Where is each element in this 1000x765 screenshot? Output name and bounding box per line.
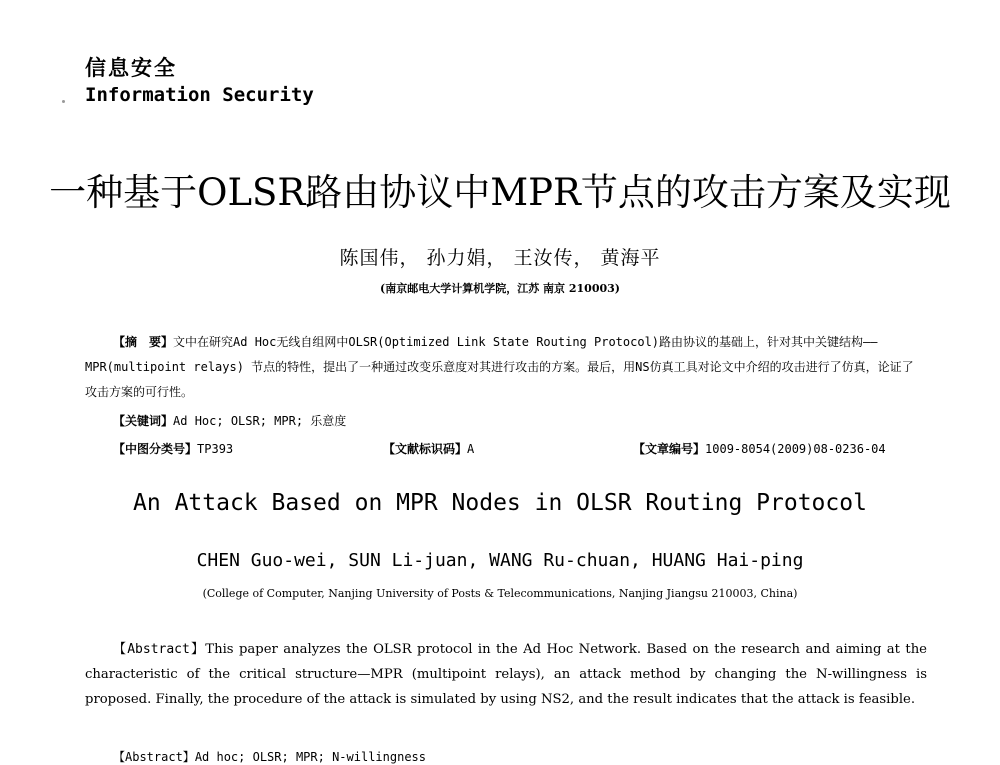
doc-label: 【文献标识码】 [383, 442, 468, 456]
classification-row [113, 440, 923, 460]
article-label: 【文章编号】 [633, 442, 706, 456]
keywords-en-label: 【Abstract】 [113, 750, 195, 764]
abstract-en [85, 637, 927, 712]
keywords-en [113, 748, 426, 765]
authors-en: CHEN Guo-wei, SUN Li-juan, WANG Ru-chuan, HUANG Hai-ping [196, 550, 804, 571]
authors-cn: 陈国伟， 孙力娟， 王汝传， 黄海平 [339, 247, 661, 269]
abstract-cn-label: 【摘 要】 [113, 335, 174, 349]
abstract-en-text: This paper analyzes the OLSR protocol in the Ad Hoc Network. Based on the research and aiming at the characteristic of the critical structure—MPR (multipoint relays), an attack method by changing the N-willingness is proposed. Finally, the procedure of the attack is simulated by using NS2, and the result indicates that the attack is feasible. [85, 642, 927, 707]
document-code [383, 440, 474, 457]
doc-value: A [467, 442, 475, 456]
affiliation-cn: (南京邮电大学计算机学院，江苏 南京 210003) [380, 282, 620, 295]
paper-title-en: An Attack Based on MPR Nodes in OLSR Routing Protocol [133, 490, 867, 516]
clc-value: TP393 [197, 442, 234, 456]
scan-speck [62, 100, 65, 103]
clc-label: 【中图分类号】 [113, 442, 198, 456]
affiliation-en: (College of Computer, Nanjing University of Posts & Telecommunications, Nanjing Jiangsu 210003, China) [202, 587, 798, 600]
article-value: 1009-8054(2009)08-0236-04 [705, 442, 886, 456]
article-number [633, 440, 886, 457]
clc-number [113, 440, 233, 457]
section-header-en: Information Security [85, 84, 314, 106]
keywords-cn [113, 412, 346, 429]
paper-title-cn: 一种基于OLSR路由协议中MPR节点的攻击方案及实现 [49, 171, 951, 214]
abstract-cn-text: 文中在研究Ad Hoc无线自组网中OLSR(Optimized Link State Routing Protocol)路由协议的基础上，针对其中关键结构——MPR(multipoint relays) 节点的特性，提出了一种通过改变乐意度对其进行攻击的方案。最后，用NS仿真工具对论文中介绍的攻击进行了仿真，论证了攻击方案的可行性。 [85, 335, 914, 399]
keywords-cn-text: Ad Hoc; OLSR; MPR; 乐意度 [173, 414, 347, 428]
abstract-en-label: 【Abstract】 [113, 642, 206, 657]
keywords-en-text: Ad hoc; OLSR; MPR; N-willingness [194, 750, 426, 764]
section-header-cn: 信息安全 [85, 56, 177, 80]
keywords-cn-label: 【关键词】 [113, 414, 174, 428]
abstract-cn [85, 330, 925, 405]
